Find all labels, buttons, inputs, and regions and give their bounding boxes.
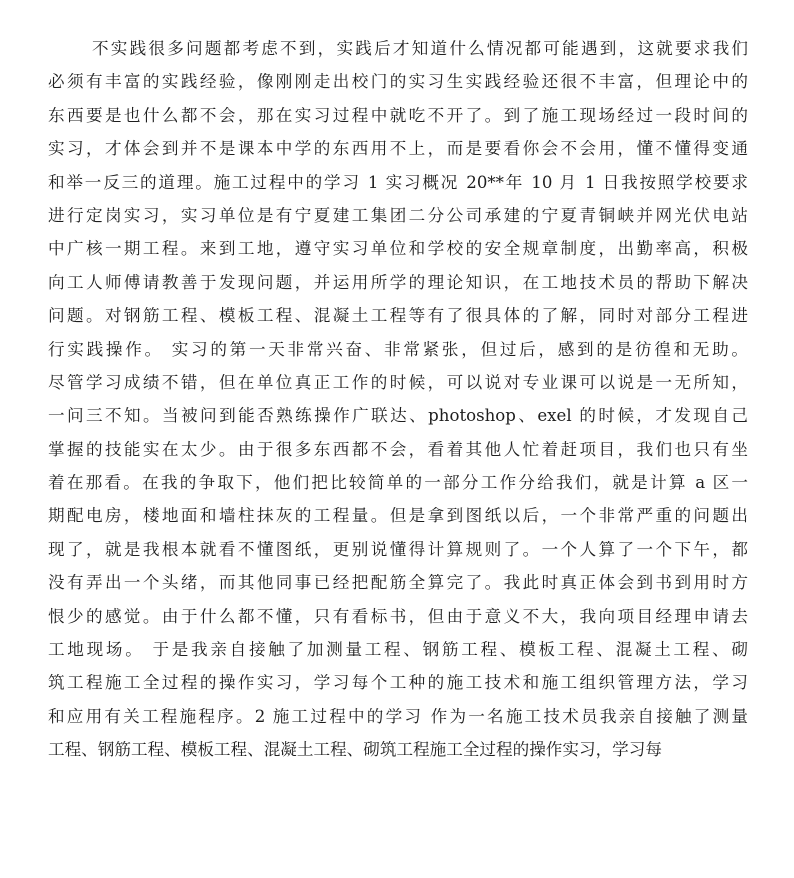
text-line: 现了，就是我根本就看不懂图纸，更别说懂得计算规则了。一个人算了一个下午，都 <box>48 539 748 559</box>
text-line: 实习，才体会到并不是课本中学的东西用不上，而是要看你会不会用，懂不懂得变通 <box>48 139 748 159</box>
text-line: 中广核一期工程。来到工地，遵守实习单位和学校的安全规章制度，出勤率高，积极 <box>48 239 748 259</box>
text-line: 没有弄出一个头绪，而其他同事已经把配筋全算完了。我此时真正体会到书到用时方 <box>48 573 748 593</box>
text-line: 着在那看。在我的争取下，他们把比较简单的一部分工作分给我们，就是计算 a 区一 <box>48 473 748 493</box>
text-line: 恨少的感觉。由于什么都不懂，只有看标书，但由于意义不大，我向项目经理申请去 <box>48 606 748 626</box>
text-line: 工地现场。 于是我亲自接触了加测量工程、钢筋工程、模板工程、混凝土工程、砌 <box>48 640 748 660</box>
text-line: 一问三不知。当被问到能否熟练操作广联达、photoshop、exel 的时候，才发现自己 <box>48 406 748 426</box>
text-line: 期配电房，楼地面和墙柱抹灰的工程量。但是拿到图纸以后，一个非常严重的问题出 <box>48 506 748 526</box>
text-line: 向工人师傅请教善于发现问题，并运用所学的理论知识，在工地技术员的帮助下解决 <box>48 272 748 292</box>
text-line: 东西要是也什么都不会，那在实习过程中就吃不开了。到了施工现场经过一段时间的 <box>48 105 748 125</box>
text-line: 不实践很多问题都考虑不到，实践后才知道什么情况都可能遇到，这就要求我们 <box>92 39 748 58</box>
text-line: 行实践操作。 实习的第一天非常兴奋、非常紧张，但过后，感到的是彷徨和无助。 <box>48 339 748 359</box>
text-line: 必须有丰富的实践经验，像刚刚走出校门的实习生实践经验还很不丰富，但理论中的 <box>48 72 748 92</box>
text-line: 和应用有关工程施程序。2 施工过程中的学习 作为一名施工技术员我亲自接触了测量 <box>48 706 748 726</box>
body-text <box>48 32 748 767</box>
text-line: 筑工程施工全过程的操作实习，学习每个工种的施工技术和施工组织管理方法，学习 <box>48 673 748 693</box>
text-line: 问题。对钢筋工程、模板工程、混凝土工程等有了很具体的了解，同时对部分工程进 <box>48 306 748 326</box>
text-line: 尽管学习成绩不错，但在单位真正工作的时候，可以说对专业课可以说是一无所知， <box>48 372 748 392</box>
text-line: 掌握的技能实在太少。由于很多东西都不会，看着其他人忙着赶项目，我们也只有坐 <box>48 439 748 459</box>
text-line: 和举一反三的道理。施工过程中的学习 1 实习概况 20**年 10 月 1 日我按照学校要求 <box>48 172 748 192</box>
text-line: 进行定岗实习，实习单位是有宁夏建工集团二分公司承建的宁夏青铜峡并网光伏电站 <box>48 205 748 225</box>
text-line: 工程、钢筋工程、模板工程、混凝土工程、砌筑工程施工全过程的操作实习，学习每 <box>48 740 662 760</box>
